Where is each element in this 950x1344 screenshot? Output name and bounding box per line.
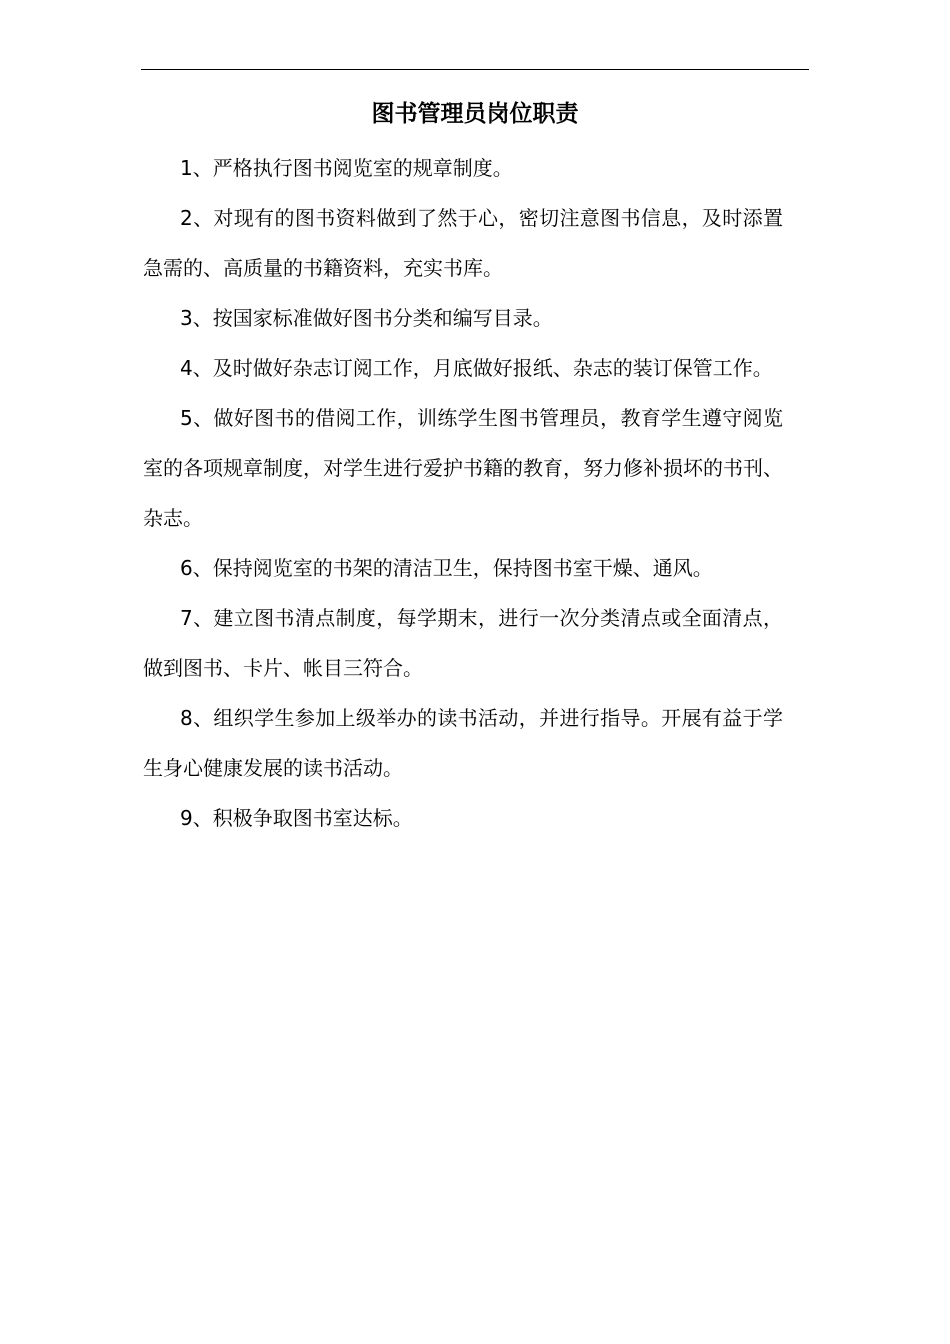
document-title: 图书管理员岗位职责 xyxy=(371,101,579,127)
duty-item-4: 4、及时做好杂志订阅工作，月底做好报纸、杂志的装订保管工作。 xyxy=(180,356,773,380)
header-rule xyxy=(141,69,809,70)
duty-item-7: 7、建立图书清点制度，每学期末，进行一次分类清点或全面清点，做到图书、卡片、帐目三符合。 xyxy=(143,606,783,680)
duty-item-5: 5、做好图书的借阅工作，训练学生图书管理员，教育学生遵守阅览室的各项规章制度，对学生进行爱护书籍的教育，努力修补损坏的书刊、杂志。 xyxy=(143,406,783,530)
duty-item-6: 6、保持阅览室的书架的清洁卫生，保持图书室干燥、通风。 xyxy=(180,556,713,580)
duty-item-1: 1、严格执行图书阅览室的规章制度。 xyxy=(180,156,513,180)
duty-item-2: 2、对现有的图书资料做到了然于心，密切注意图书信息，及时添置急需的、高质量的书籍资料，充实书库。 xyxy=(143,206,783,280)
duty-item-8: 8、组织学生参加上级举办的读书活动，并进行指导。开展有益于学生身心健康发展的读书活动。 xyxy=(143,706,783,780)
document-body xyxy=(143,143,783,843)
duty-item-9: 9、积极争取图书室达标。 xyxy=(180,806,413,830)
duty-item-3: 3、按国家标准做好图书分类和编写目录。 xyxy=(180,306,553,330)
